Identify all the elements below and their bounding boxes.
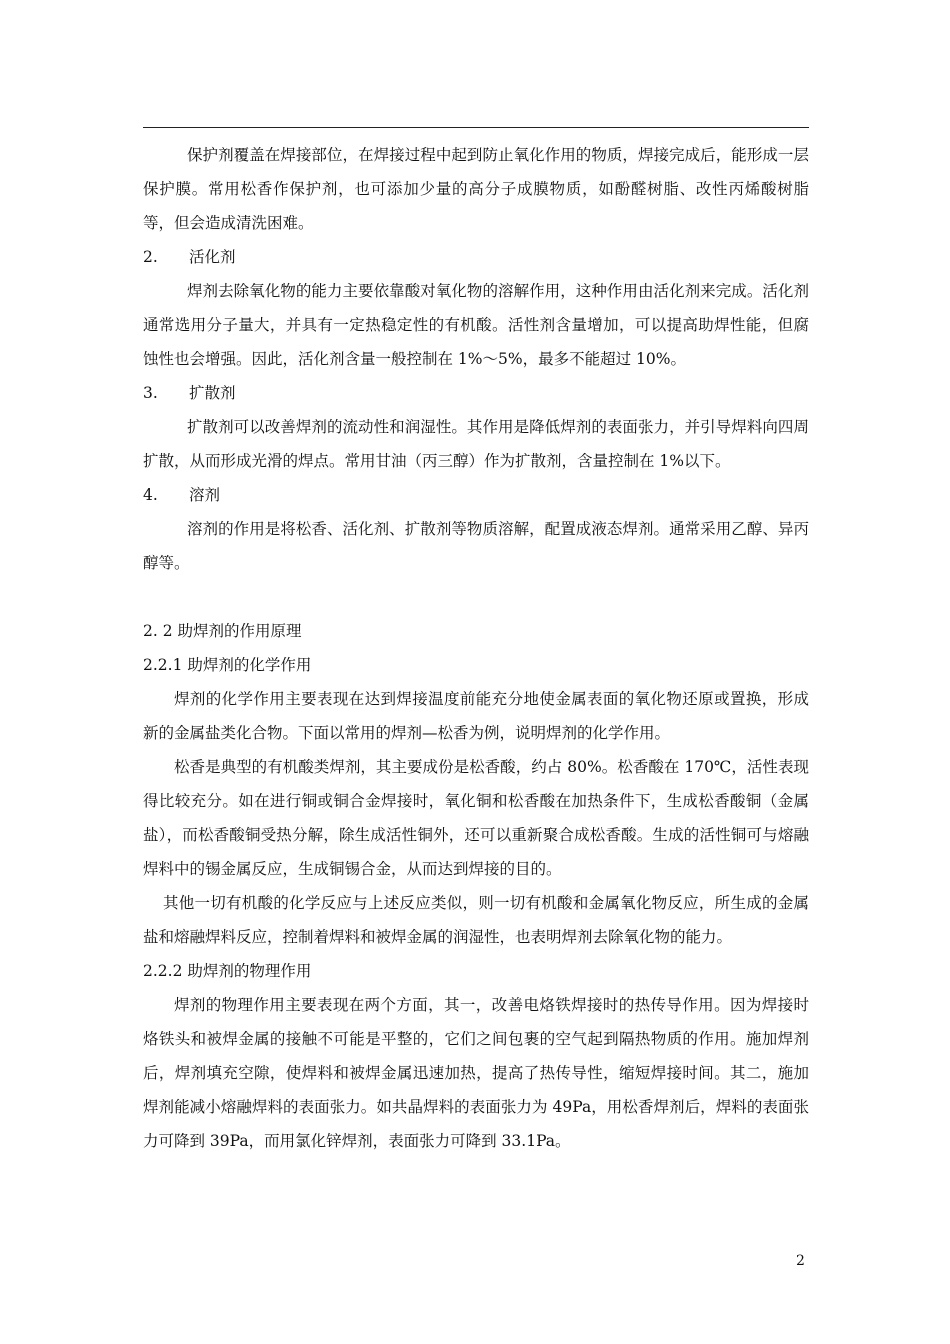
blank-line bbox=[143, 580, 809, 614]
heading-label: 活化剂 bbox=[189, 248, 236, 266]
paragraph-solvent: 溶剂的作用是将松香、活化剂、扩散剂等物质溶解，配置成液态焊剂。通常采用乙醇、异丙醇等。 bbox=[143, 520, 809, 572]
section-heading-2-2-1: 2.2.1 助焊剂的化学作用 bbox=[143, 656, 312, 674]
heading-label: 扩散剂 bbox=[189, 384, 236, 402]
document-body bbox=[143, 138, 809, 1158]
page-number: 2 bbox=[796, 1253, 805, 1269]
header-rule bbox=[143, 127, 809, 128]
section-heading-2-2-2: 2.2.2 助焊剂的物理作用 bbox=[143, 962, 312, 980]
section-heading-2-2: 2. 2 助焊剂的作用原理 bbox=[143, 622, 302, 640]
paragraph-chemical-action: 焊剂的化学作用主要表现在达到焊接温度前能充分地使金属表面的氧化物还原或置换，形成新的金属盐类化合物。下面以常用的焊剂—松香为例，说明焊剂的化学作用。 bbox=[143, 690, 809, 742]
heading-number: 3. bbox=[143, 384, 158, 402]
heading-number: 2. bbox=[143, 248, 158, 266]
paragraph-diffuser: 扩散剂可以改善焊剂的流动性和润湿性。其作用是降低焊剂的表面张力，并引导焊料向四周扩散，从而形成光滑的焊点。常用甘油（丙三醇）作为扩散剂，含量控制在 1%以下。 bbox=[143, 418, 809, 470]
heading-label: 溶剂 bbox=[189, 486, 221, 504]
paragraph-organic-acids: 其他一切有机酸的化学反应与上述反应类似，则一切有机酸和金属氧化物反应，所生成的金属盐和熔融焊料反应，控制着焊料和被焊金属的润湿性，也表明焊剂去除氧化物的能力。 bbox=[143, 894, 809, 946]
heading-solvent bbox=[143, 478, 809, 512]
heading-activator bbox=[143, 240, 809, 274]
paragraph-physical-action: 焊剂的物理作用主要表现在两个方面，其一，改善电烙铁焊接时的热传导作用。因为焊接时烙铁头和被焊金属的接触不可能是平整的，它们之间包裹的空气起到隔热物质的作用。施加焊剂后，焊剂填充空隙，使焊料和被焊金属迅速加热，提高了热传导性，缩短焊接时间。其二，施加焊剂能减小熔融焊料的表面张力。如共晶焊料的表面张力为 49Pa，用松香焊剂后，焊料的表面张力可降到 39Pa，而用氯化锌焊剂，表面张力可降到 33.1Pa。 bbox=[143, 996, 809, 1150]
heading-number: 4. bbox=[143, 486, 158, 504]
paragraph-protective-agent: 保护剂覆盖在焊接部位，在焊接过程中起到防止氧化作用的物质，焊接完成后，能形成一层保护膜。常用松香作保护剂，也可添加少量的高分子成膜物质，如酚醛树脂、改性丙烯酸树脂等，但会造成清洗困难。 bbox=[143, 146, 809, 232]
paragraph-rosin: 松香是典型的有机酸类焊剂，其主要成份是松香酸，约占 80%。松香酸在 170℃，活性表现得比较充分。如在进行铜或铜合金焊接时，氧化铜和松香酸在加热条件下，生成松香酸铜（金属盐），而松香酸铜受热分解，除生成活性铜外，还可以重新聚合成松香酸。生成的活性铜可与熔融焊料中的锡金属反应，生成铜锡合金，从而达到焊接的目的。 bbox=[143, 758, 809, 878]
heading-diffuser bbox=[143, 376, 809, 410]
paragraph-activator: 焊剂去除氧化物的能力主要依靠酸对氧化物的溶解作用，这种作用由活化剂来完成。活化剂通常选用分子量大，并具有一定热稳定性的有机酸。活性剂含量增加，可以提高助焊性能，但腐蚀性也会增强。因此，活化剂含量一般控制在 1%～5%，最多不能超过 10%。 bbox=[143, 282, 809, 368]
